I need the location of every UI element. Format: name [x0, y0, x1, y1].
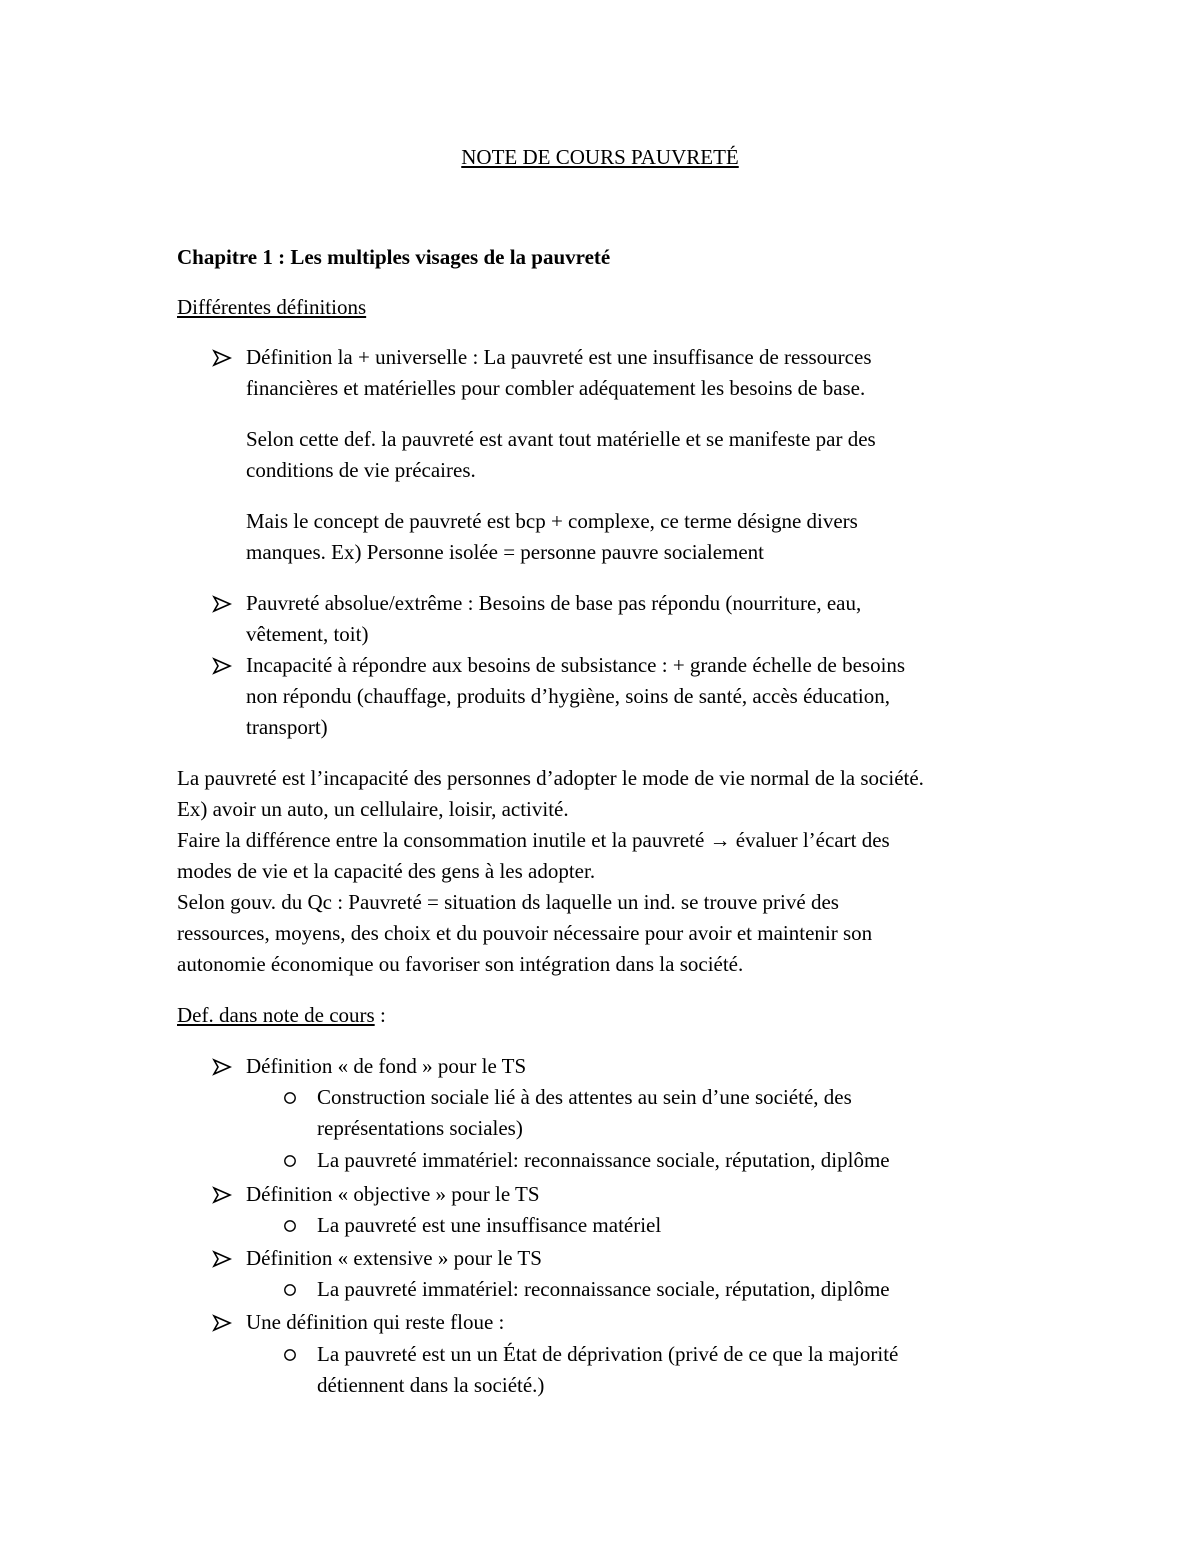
bullet-text: Définition « objective » pour le TS	[246, 1182, 540, 1206]
arrowhead-bullet-icon	[212, 1313, 232, 1333]
bullet-text: Définition « extensive » pour le TS	[246, 1246, 542, 1270]
circle-bullet-icon	[283, 1283, 297, 1297]
section-heading-text: Def. dans note de cours	[177, 1003, 375, 1027]
arrowhead-bullet-icon	[212, 1057, 232, 1077]
sub-bullet-text: La pauvreté est un un État de déprivation (privé de ce que la majorité	[317, 1342, 899, 1366]
chapter-heading: Chapitre 1 : Les multiples visages de la pauvreté	[177, 245, 611, 269]
paragraph-text: Mais le concept de pauvreté est bcp + complexe, ce terme désigne divers	[246, 509, 858, 533]
sub-bullet-text: La pauvreté immatériel: reconnaissance sociale, réputation, diplôme	[317, 1277, 890, 1301]
paragraph-text: conditions de vie précaires.	[246, 458, 476, 482]
circle-bullet-icon	[283, 1219, 297, 1233]
paragraph-text: Selon gouv. du Qc : Pauvreté = situation ds laquelle un ind. se trouve privé des	[177, 890, 839, 914]
sub-bullet-text: Construction sociale lié à des attentes au sein d’une société, des	[317, 1085, 852, 1109]
arrowhead-bullet-icon	[212, 1249, 232, 1269]
bullet-text: Définition la + universelle : La pauvreté est une insuffisance de ressources	[246, 345, 872, 369]
paragraph-text: La pauvreté est l’incapacité des personnes d’adopter le mode de vie normal de la société.	[177, 766, 924, 790]
bullet-text: vêtement, toit)	[246, 622, 369, 646]
paragraph-text: Faire la différence entre la consommation inutile et la pauvreté → évaluer l’écart des	[177, 828, 890, 852]
paragraph-text: modes de vie et la capacité des gens à les adopter.	[177, 859, 596, 883]
sub-bullet-text: La pauvreté est une insuffisance matériel	[317, 1213, 662, 1237]
circle-bullet-icon	[283, 1348, 297, 1362]
document-title: NOTE DE COURS PAUVRETÉ	[461, 145, 739, 169]
arrowhead-bullet-icon	[212, 1185, 232, 1205]
circle-bullet-icon	[283, 1154, 297, 1168]
bullet-text: Définition « de fond » pour le TS	[246, 1054, 527, 1078]
bullet-text: Pauvreté absolue/extrême : Besoins de base pas répondu (nourriture, eau,	[246, 591, 862, 615]
section-heading-colon: :	[374, 1003, 386, 1027]
paragraph-text: autonomie économique ou favoriser son intégration dans la société.	[177, 952, 744, 976]
paragraph-text: Selon cette def. la pauvreté est avant tout matérielle et se manifeste par des	[246, 427, 876, 451]
sub-bullet-text: détiennent dans la société.)	[317, 1373, 545, 1397]
section-heading-definitions: Différentes définitions	[177, 295, 367, 319]
paragraph-text: manques. Ex) Personne isolée = personne pauvre socialement	[246, 540, 765, 564]
bullet-text: Incapacité à répondre aux besoins de subsistance : + grande échelle de besoins	[246, 653, 906, 677]
circle-bullet-icon	[283, 1091, 297, 1105]
section-heading-course-notes	[177, 1000, 386, 1031]
sub-bullet-text: La pauvreté immatériel: reconnaissance sociale, réputation, diplôme	[317, 1148, 890, 1172]
bullet-text: non répondu (chauffage, produits d’hygiène, soins de santé, accès éducation,	[246, 684, 890, 708]
arrowhead-bullet-icon	[212, 656, 232, 676]
paragraph-text: Ex) avoir un auto, un cellulaire, loisir, activité.	[177, 797, 569, 821]
sub-bullet-text: représentations sociales)	[317, 1116, 523, 1140]
arrowhead-bullet-icon	[212, 594, 232, 614]
bullet-text: financières et matérielles pour combler adéquatement les besoins de base.	[246, 376, 866, 400]
paragraph-text: ressources, moyens, des choix et du pouvoir nécessaire pour avoir et maintenir son	[177, 921, 873, 945]
bullet-text: transport)	[246, 715, 328, 739]
arrowhead-bullet-icon	[212, 348, 232, 368]
bullet-text: Une définition qui reste floue :	[246, 1310, 505, 1334]
